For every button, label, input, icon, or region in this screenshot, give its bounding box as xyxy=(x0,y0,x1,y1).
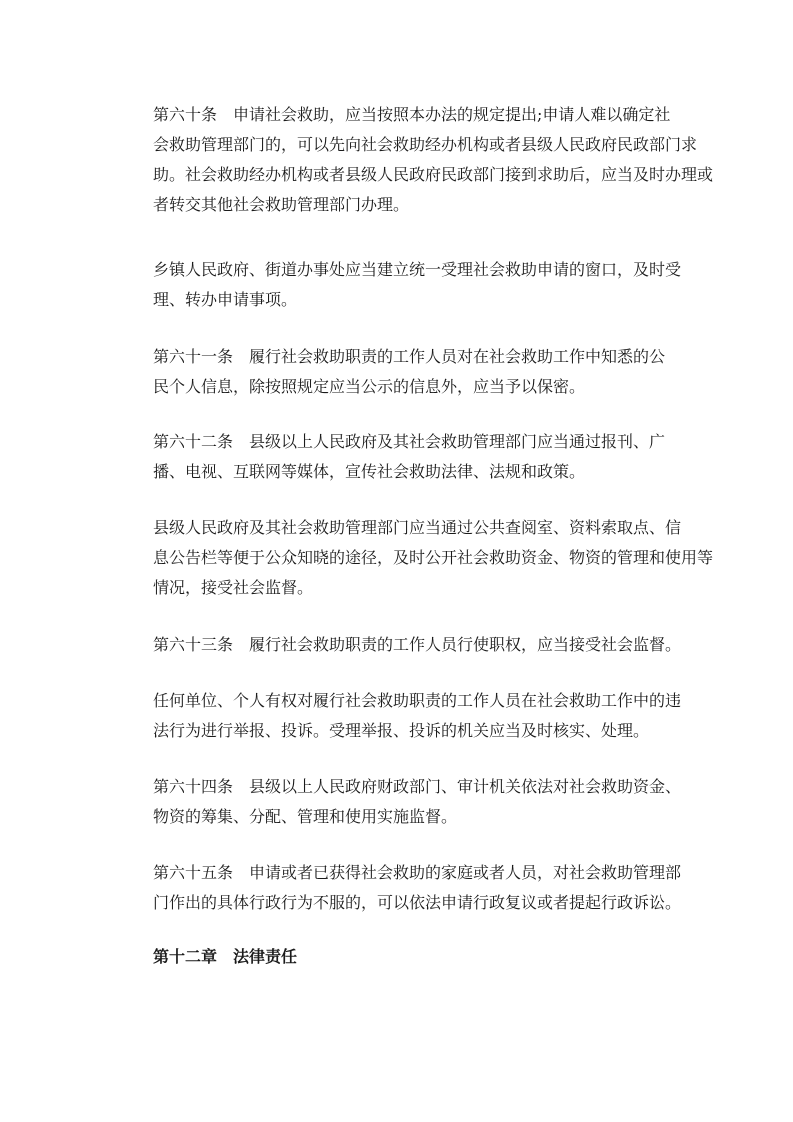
chapter-heading: 第十二章 法律责任 xyxy=(153,947,298,966)
paragraph-line-text: 县级以上人民政府财政部门、审计机关依法对社会救助资金、 xyxy=(249,777,682,796)
paragraph-line: 播、电视、互联网等媒体，宣传社会救助法律、法规和政策。 xyxy=(153,462,586,481)
article-63 xyxy=(153,630,683,660)
paragraph-line xyxy=(153,100,683,130)
paragraph-line-text: 申请社会救助，应当按照本办法的规定提出;申请人难以确定社 xyxy=(233,105,671,124)
article-number: 第六十一条 xyxy=(153,347,234,366)
paragraph-line xyxy=(153,630,683,660)
paragraph-line: 会救助管理部门的，可以先向社会救助经办机构或者县级人民政府民政部门求 xyxy=(153,135,698,154)
paragraph-line-text: 申请或者已获得社会救助的家庭或者人员，对社会救助管理部 xyxy=(249,863,682,882)
paragraph-line: 乡镇人民政府、街道办事处应当建立统一受理社会救助申请的窗口，及时受 xyxy=(153,260,682,279)
paragraph-report-complaint xyxy=(153,686,683,746)
paragraph-line: 县级人民政府及其社会救助管理部门应当通过公共查阅室、资料索取点、信 xyxy=(153,518,682,537)
paragraph-line xyxy=(153,342,683,372)
paragraph-line: 物资的筹集、分配、管理和使用实施监督。 xyxy=(153,807,458,826)
article-65 xyxy=(153,858,683,918)
paragraph-line: 法行为进行举报、投诉。受理举报、投诉的机关应当及时核实、处理。 xyxy=(153,721,650,740)
article-60 xyxy=(153,100,714,220)
paragraph-line xyxy=(153,858,683,888)
paragraph-line xyxy=(153,427,683,457)
paragraph-line: 者转交其他社会救助管理部门办理。 xyxy=(153,195,410,214)
paragraph-line-text: 履行社会救助职责的工作人员行使职权，应当接受社会监督。 xyxy=(249,635,682,654)
article-61 xyxy=(153,342,683,402)
paragraph-line: 民个人信息，除按照规定应当公示的信息外，应当予以保密。 xyxy=(153,377,586,396)
paragraph-line: 理、转办申请事项。 xyxy=(153,290,298,309)
paragraph-public-disclosure xyxy=(153,513,714,603)
article-number: 第六十条 xyxy=(153,105,218,124)
paragraph-township-window xyxy=(153,255,683,315)
article-64 xyxy=(153,772,683,832)
paragraph-line: 情况，接受社会监督。 xyxy=(153,578,314,597)
paragraph-line: 任何单位、个人有权对履行社会救助职责的工作人员在社会救助工作中的违 xyxy=(153,691,682,710)
paragraph-line: 助。社会救助经办机构或者县级人民政府民政部门接到求助后，应当及时办理或 xyxy=(153,165,714,184)
article-number: 第六十三条 xyxy=(153,635,234,654)
paragraph-line: 门作出的具体行政行为不服的，可以依法申请行政复议或者提起行政诉讼。 xyxy=(153,893,682,912)
paragraph-line xyxy=(153,772,683,802)
article-number: 第六十四条 xyxy=(153,777,234,796)
article-62 xyxy=(153,427,683,487)
article-number: 第六十五条 xyxy=(153,863,234,882)
article-number: 第六十二条 xyxy=(153,432,234,451)
paragraph-line: 息公告栏等便于公众知晓的途径，及时公开社会救助资金、物资的管理和使用等 xyxy=(153,548,714,567)
paragraph-line-text: 县级以上人民政府及其社会救助管理部门应当通过报刊、广 xyxy=(249,432,666,451)
paragraph-line-text: 履行社会救助职责的工作人员对在社会救助工作中知悉的公 xyxy=(249,347,666,366)
